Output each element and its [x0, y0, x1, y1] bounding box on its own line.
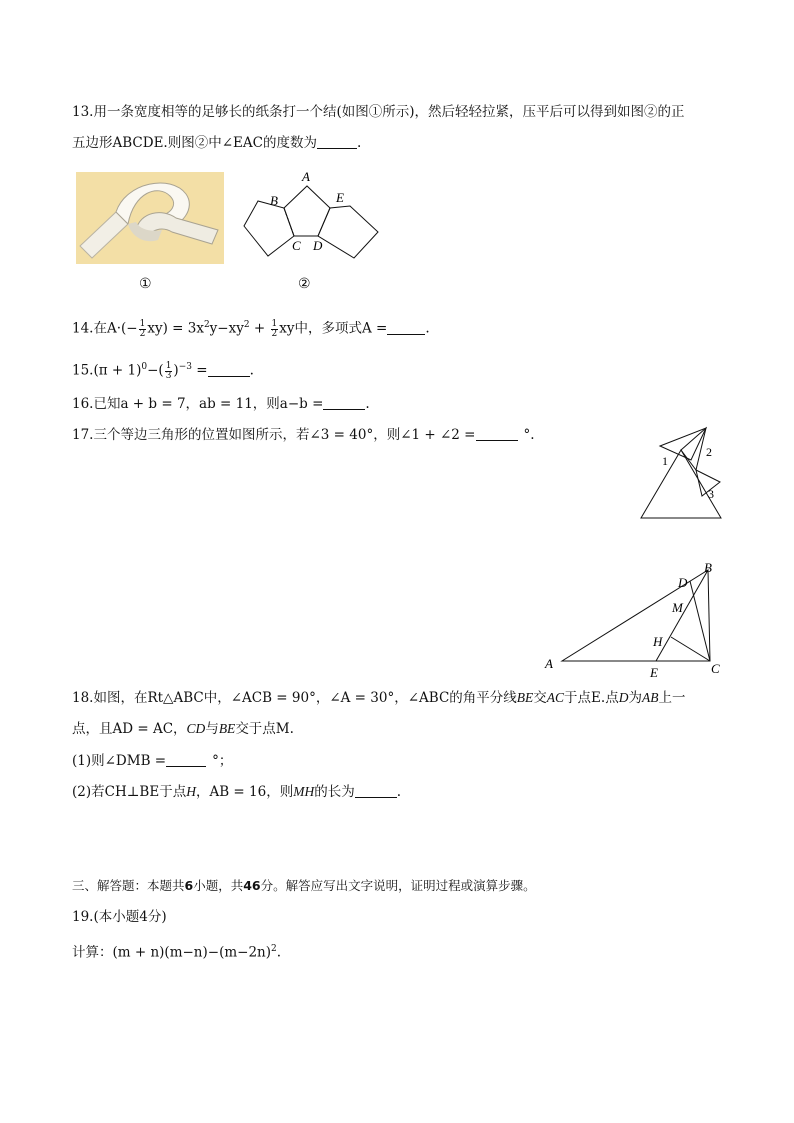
fig18-label-H: H	[653, 634, 663, 649]
q17-line: 17.三个等边三角形的位置如图所示，若∠3 = 40°，则∠1 + ∠2 = °.	[72, 427, 535, 443]
fig2-caption: ②	[298, 276, 311, 292]
q18-line1: 18.如图，在Rt△ABC中，∠ACB = 90°，∠A = 30°，∠ABC的角平分线BE交AC于点E.点D为AB上一	[72, 690, 686, 706]
label-B: B	[270, 193, 278, 208]
answer-blank-15[interactable]	[208, 362, 250, 377]
label-A: A	[302, 169, 310, 184]
answer-blank-17[interactable]	[476, 426, 518, 441]
angle-2-label: 2	[706, 445, 712, 459]
q15-line: $15.(\pi + 1)^0-$( $\frac{1}{3}$ )$^{-3}$ = .	[72, 360, 254, 381]
pentagon-figure	[238, 166, 384, 262]
fig18-label-A: A	[545, 656, 553, 671]
section3-heading: 三、解答题：本题共6小题，共46分。解答应写出文字说明，证明过程或演算步骤。	[72, 878, 536, 893]
label-D: D	[313, 238, 323, 253]
fig1-caption: ①	[139, 276, 152, 292]
right-triangle-figure	[540, 560, 726, 682]
three-triangles-figure	[636, 420, 728, 524]
answer-blank-18-1[interactable]	[166, 752, 206, 767]
fig18-label-E: E	[650, 665, 658, 680]
q13-line2: 五边形ABCDE.则图②中∠EAC的度数为 .	[72, 135, 362, 151]
q18-sub2: (2)若CH⊥BE于点H，AB = 16，则MH的长为 .	[72, 784, 401, 800]
q18-line2: 点，且AD = AC，CD与BE交于点M.	[72, 721, 294, 737]
fig18-label-C: C	[711, 661, 720, 676]
angle-3-label: 3	[708, 487, 714, 501]
q19-title: 19.(本小题4分)	[72, 909, 167, 925]
q16-line: 16.已知a + b = 7，ab = 11，则a−b = .	[72, 396, 370, 412]
angle-1-label: 1	[662, 454, 668, 468]
fig18-label-B: B	[704, 560, 712, 575]
knot-photo	[76, 172, 224, 264]
answer-blank-13[interactable]	[317, 134, 357, 149]
answer-blank-18-2[interactable]	[355, 783, 397, 798]
fig18-label-M: M	[672, 600, 683, 615]
answer-blank-14[interactable]	[387, 320, 425, 335]
q14-line: 14.在A·(− $\frac{1}{2}$ $xy) = 3x^2y-xy^2$ + $\frac{1}{2}$ xy中，多项式A = .	[72, 318, 430, 339]
q13-line1: 13.用一条宽度相等的足够长的纸条打一个结(如图①所示)，然后轻轻拉紧，压平后可以得到如图②的正	[72, 104, 685, 120]
q18-sub1: (1)则∠DMB = °；	[72, 753, 233, 769]
label-C: C	[292, 238, 301, 253]
fig18-label-D: D	[678, 575, 688, 590]
answer-blank-16[interactable]	[323, 395, 365, 410]
label-E: E	[336, 190, 344, 205]
q19-line: 计算：$(m + n)(m-n)-(m-2n)^2$.	[72, 944, 282, 961]
